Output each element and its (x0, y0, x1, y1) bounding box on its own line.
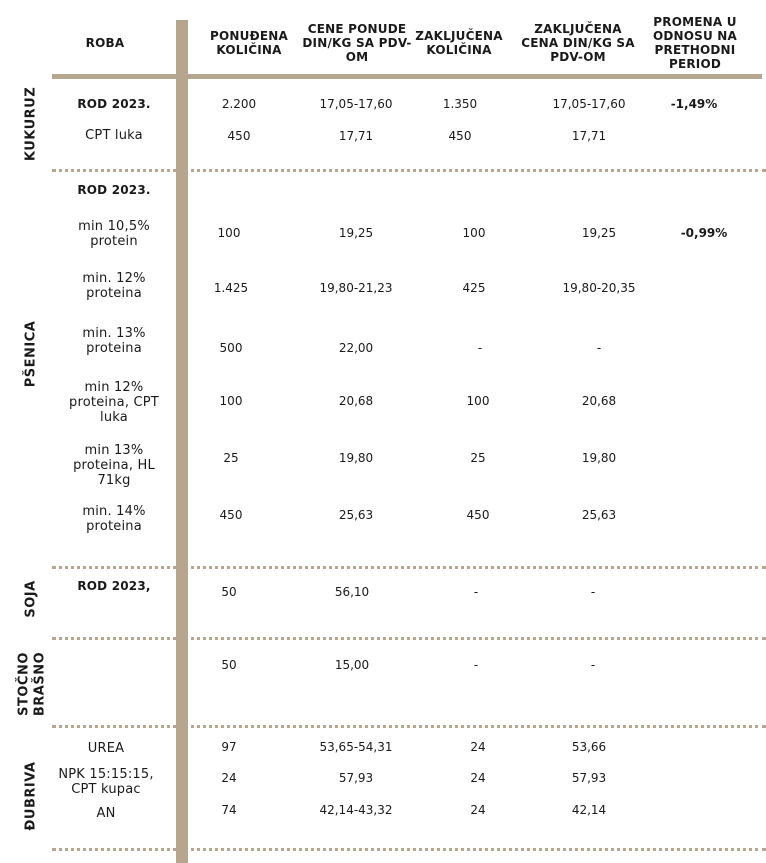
cell-closed-price: 19,25 (581, 226, 617, 240)
cell-closed-price: 17,05-17,60 (552, 97, 626, 111)
cell-price: 19,25 (338, 226, 374, 240)
cell-price: 25,63 (338, 508, 374, 522)
cell-price: 17,05-17,60 (319, 97, 393, 111)
cell-closed-qty: 25 (470, 451, 486, 465)
cell-price: 19,80 (338, 451, 374, 465)
category-stocno: STOČNO (16, 652, 32, 716)
cell-offered: 50 (221, 658, 237, 672)
cell-closed-qty: 24 (470, 771, 486, 785)
row-label: min. 14% proteina (82, 504, 146, 534)
row-label: min 10,5% protein (78, 219, 150, 249)
cell-price: 19,80-21,23 (319, 281, 393, 295)
row-label: ROD 2023. (77, 97, 151, 111)
section-divider-soja (52, 637, 766, 640)
cell-closed-price: - (596, 341, 602, 355)
cell-closed-qty: - (473, 658, 479, 672)
cell-offered: 100 (219, 394, 243, 408)
cell-offered: 97 (221, 740, 237, 754)
cell-offered: 450 (219, 508, 243, 522)
row-label: NPK 15:15:15, CPT kupac (58, 767, 154, 797)
cell-offered: 24 (221, 771, 237, 785)
cell-closed-price: 57,93 (571, 771, 607, 785)
header-promena: PROMENA U ODNOSU NA PRETHODNI PERIOD (652, 15, 738, 71)
cell-price: 42,14-43,32 (319, 803, 393, 817)
cell-price: 20,68 (338, 394, 374, 408)
header-roba: ROBA (85, 36, 125, 50)
cell-price: 57,93 (338, 771, 374, 785)
cell-closed-price: 42,14 (571, 803, 607, 817)
cell-closed-qty: 24 (470, 803, 486, 817)
section-divider-djubriva (52, 848, 766, 851)
row-label: min 13% proteina, HL 71kg (73, 443, 155, 488)
cell-change: -0,99% (680, 226, 728, 240)
section-divider-kukuruz (52, 169, 766, 172)
cell-closed-price: - (590, 658, 596, 672)
cell-offered: 25 (223, 451, 239, 465)
cell-closed-qty: 1.350 (442, 97, 478, 111)
cell-closed-qty: 100 (466, 394, 490, 408)
cell-closed-price: 19,80-20,35 (562, 281, 636, 295)
cell-closed-qty: 450 (448, 129, 472, 143)
cell-price: 53,65-54,31 (319, 740, 393, 754)
cell-offered: 100 (217, 226, 241, 240)
cell-closed-price: - (590, 585, 596, 599)
vertical-divider (176, 20, 188, 863)
cell-closed-price: 53,66 (571, 740, 607, 754)
row-label: min 12% proteina, CPT luka (69, 380, 159, 425)
cell-offered: 2.200 (221, 97, 257, 111)
row-label: min. 12% proteina (82, 271, 146, 301)
header-ponudjena-kolicina: PONUĐENA KOLIČINA (210, 29, 288, 57)
header-zakljucena-cena: ZAKLJUČENA CENA DIN/KG SA PDV-OM (521, 22, 635, 64)
cell-closed-qty: - (473, 585, 479, 599)
cell-closed-qty: 24 (470, 740, 486, 754)
header-zakljucena-kolicina: ZAKLJUČENA KOLIČINA (415, 29, 503, 57)
cell-price: 56,10 (334, 585, 370, 599)
section-divider-stocno (52, 725, 766, 728)
cell-offered: 50 (221, 585, 237, 599)
cell-closed-price: 17,71 (571, 129, 607, 143)
category-djubriva: ĐUBRIVA (23, 761, 39, 831)
row-label: min. 13% proteina (82, 326, 146, 356)
section-divider-psenica (52, 566, 766, 569)
cell-closed-qty: - (477, 341, 483, 355)
cell-offered: 74 (221, 803, 237, 817)
row-label: UREA (87, 741, 125, 756)
cell-change: -1,49% (670, 97, 718, 111)
cell-price: 15,00 (334, 658, 370, 672)
header-divider (52, 74, 762, 79)
cell-price: 17,71 (338, 129, 374, 143)
cell-offered: 500 (219, 341, 243, 355)
cell-closed-price: 19,80 (581, 451, 617, 465)
category-kukuruz: KUKURUZ (23, 86, 39, 162)
cell-closed-price: 25,63 (581, 508, 617, 522)
category-soja: SOJA (23, 580, 39, 618)
cell-closed-qty: 100 (462, 226, 486, 240)
row-label: CPT luka (85, 128, 143, 143)
cell-offered: 450 (227, 129, 251, 143)
cell-closed-qty: 425 (462, 281, 486, 295)
cell-closed-qty: 450 (466, 508, 490, 522)
cell-price: 22,00 (338, 341, 374, 355)
row-label: ROD 2023, (77, 579, 151, 593)
header-cene-ponude: CENE PONUDE DIN/KG SA PDV-OM (302, 22, 412, 64)
row-label: ROD 2023. (77, 183, 151, 197)
category-brasno: BRAŠNO (32, 651, 48, 717)
cell-closed-price: 20,68 (581, 394, 617, 408)
row-label: AN (96, 806, 116, 821)
category-psenica: PŠENICA (23, 320, 39, 388)
cell-offered: 1.425 (213, 281, 249, 295)
